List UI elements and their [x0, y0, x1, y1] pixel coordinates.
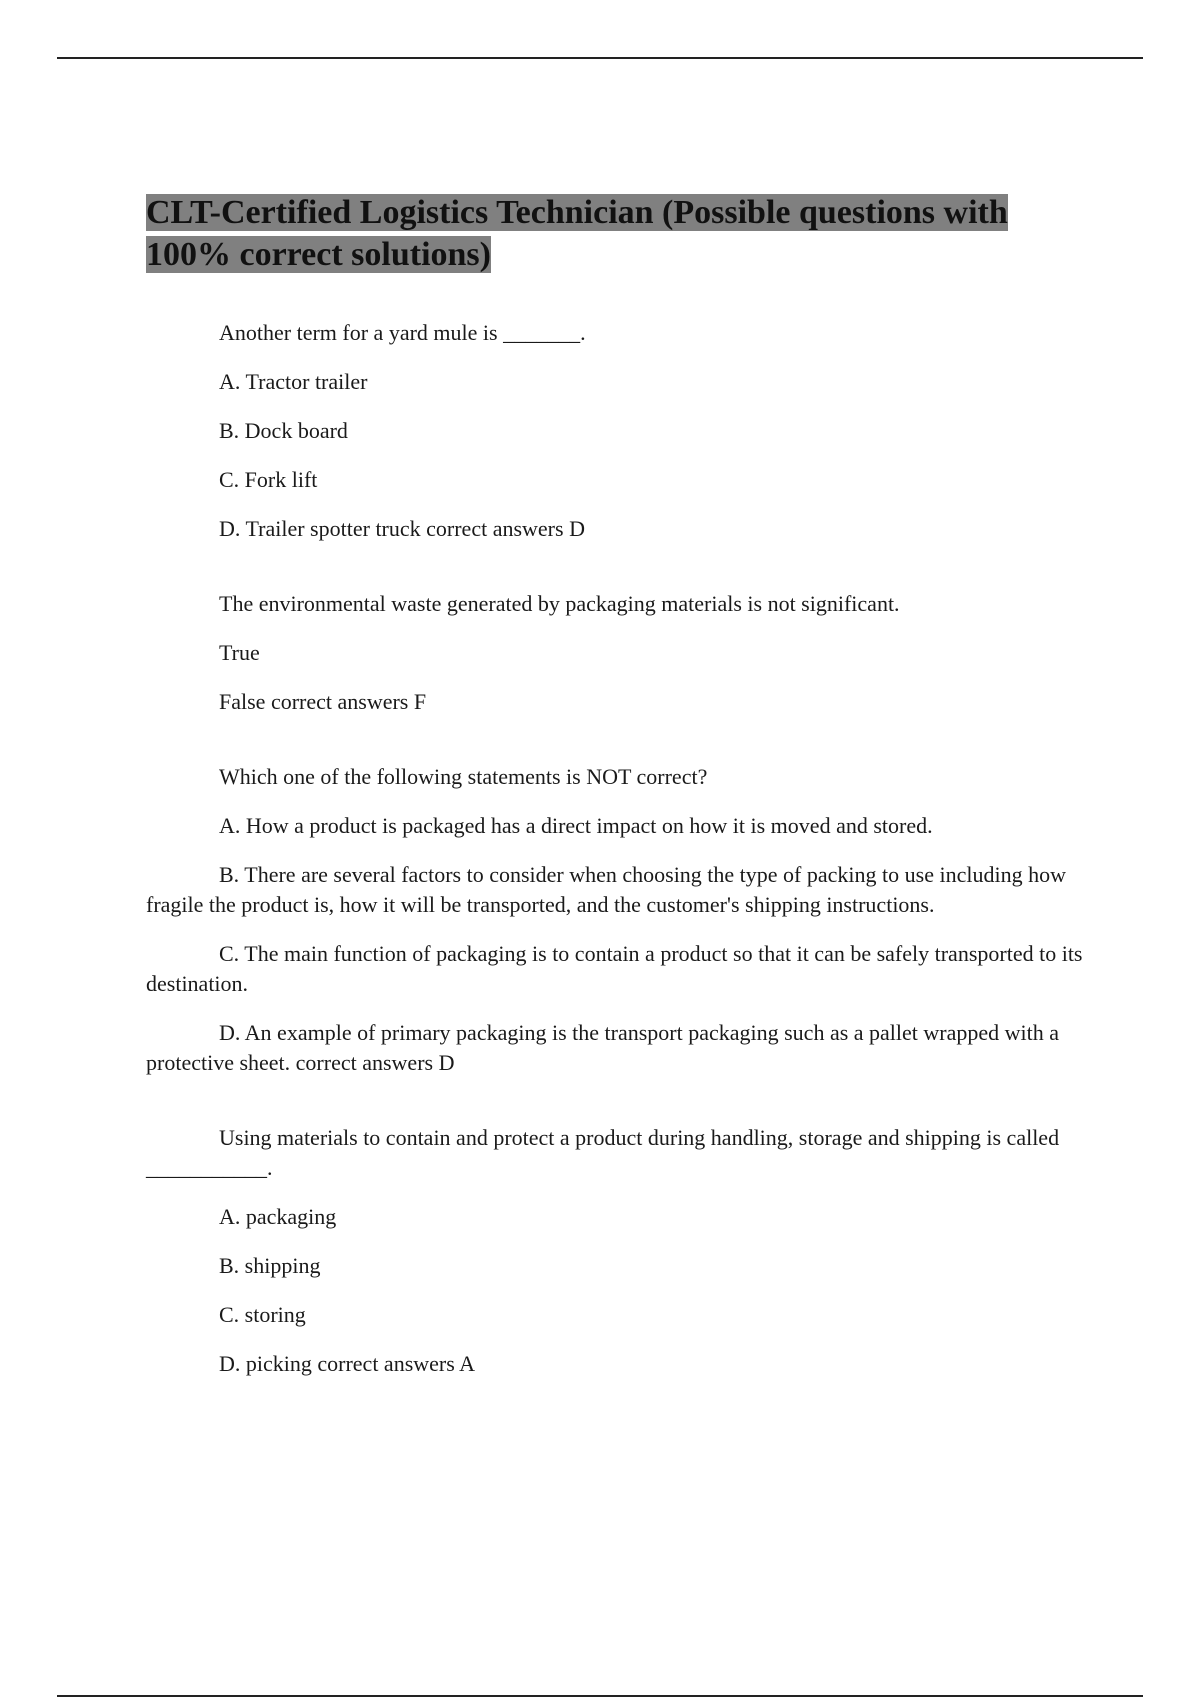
- question-3-option-d: D. An example of primary packaging is the transport packaging such as a pallet wrapped with a protective sheet. correct answers D: [146, 1020, 1060, 1075]
- question-2-option-false: False correct answers F: [219, 689, 427, 714]
- document-body: [146, 192, 1086, 1424]
- question-3-option-a: A. How a product is packaged has a direct impact on how it is moved and stored.: [219, 813, 933, 838]
- bottom-rule: [57, 1695, 1143, 1697]
- question-3-option-c: C. The main function of packaging is to contain a product so that it can be safely transported to its destination.: [146, 941, 1083, 996]
- question-list: [146, 318, 1086, 1379]
- question-1-option-c: C. Fork lift: [219, 467, 318, 492]
- question-1-option-b: B. Dock board: [219, 418, 348, 443]
- question-1-option-a: A. Tractor trailer: [219, 369, 368, 394]
- question-4-option-a: A. packaging: [219, 1204, 337, 1229]
- question-4-option-b: B. shipping: [219, 1253, 321, 1278]
- question-2: [146, 589, 1086, 717]
- question-1-option-d: D. Trailer spotter truck correct answers D: [219, 516, 585, 541]
- question-4-option-c: C. storing: [219, 1302, 306, 1327]
- question-1: [146, 318, 1086, 544]
- question-4: [146, 1123, 1086, 1379]
- top-rule: [57, 57, 1143, 59]
- document-title-text: CLT-Certified Logistics Technician (Possible questions with 100% correct solutions): [146, 194, 1008, 273]
- question-2-prompt: The environmental waste generated by packaging materials is not significant.: [219, 591, 900, 616]
- question-1-prompt: Another term for a yard mule is _______.: [219, 320, 586, 345]
- question-3-prompt: Which one of the following statements is NOT correct?: [219, 764, 708, 789]
- question-4-option-d: D. picking correct answers A: [219, 1351, 475, 1376]
- question-2-option-true: True: [219, 640, 260, 665]
- question-3-option-b: B. There are several factors to consider when choosing the type of packing to use including how fragile the product is, how it will be transported, and the customer's shipping instructions.: [146, 862, 1066, 917]
- question-3: [146, 762, 1086, 1078]
- question-4-prompt: Using materials to contain and protect a product during handling, storage and shipping is called ___________.: [146, 1125, 1060, 1180]
- document-title: [146, 192, 1086, 276]
